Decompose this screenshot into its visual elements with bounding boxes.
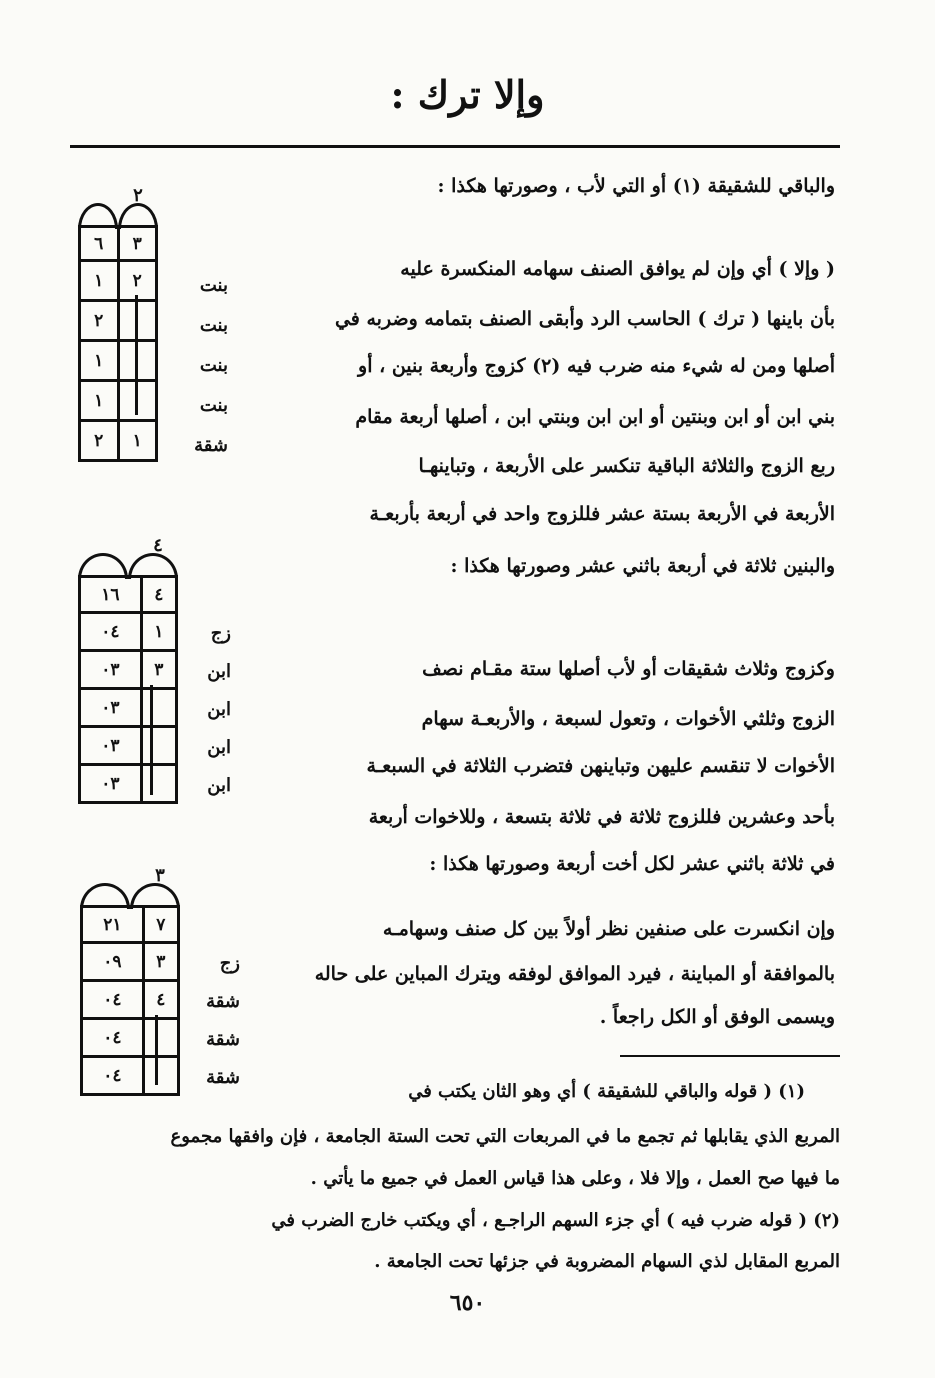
- table-cell: ٣: [143, 943, 178, 981]
- footnote-line: (٢) ( قوله ضرب فيه ) أي جزء السهم الراجـع ، أي ويكتب خارج الضرب في: [271, 1210, 840, 1231]
- heir-label: بنت: [199, 275, 228, 296]
- table-cell: ١: [80, 381, 119, 421]
- heir-labels: [186, 575, 231, 815]
- table-cell: ٠٣: [80, 689, 142, 727]
- table-cell: ٠٤: [80, 613, 142, 651]
- heir-label: ابن: [207, 737, 231, 758]
- inheritance-table: [80, 865, 250, 1105]
- body-line: وكزوج وثلاث شقيقات أو لأب أصلها ستة مقـام نصف: [422, 658, 835, 680]
- table-cell: ٧: [143, 907, 178, 943]
- bracket-line: [150, 685, 153, 795]
- table-cell: ١: [141, 613, 176, 651]
- heir-label: ابن: [207, 775, 231, 796]
- heir-label: بنت: [199, 395, 228, 416]
- table-cell: ٠٤: [82, 1057, 144, 1095]
- heir-label: ابن: [207, 699, 231, 720]
- heir-label: شقة: [206, 1067, 240, 1088]
- footnote-rule: [620, 1055, 840, 1057]
- body-line: الأربعة في الأربعة بستة عشر فللزوج واحد في أربعة بأربعـة: [369, 503, 835, 525]
- header-rule: [70, 145, 840, 148]
- table-cell: ١: [80, 261, 119, 301]
- table-cell: [141, 689, 176, 727]
- table-cell: ٠٤: [82, 981, 144, 1019]
- table-cell: [141, 727, 176, 765]
- bracket-line: [155, 1015, 158, 1085]
- table-cell: ١٦: [80, 577, 142, 613]
- table-cell: ١: [80, 341, 119, 381]
- table-cell: ٤: [143, 981, 178, 1019]
- table-head-number: ٣: [155, 865, 165, 886]
- body-line: بأحد وعشرين فللزوج ثلاثة في ثلاثة بتسعة ، وللاخوات أربعة: [368, 806, 835, 828]
- table-grid: [78, 225, 158, 462]
- page-number: ٦٥٠: [449, 1290, 486, 1316]
- table-cell: [143, 1057, 178, 1095]
- table-cell: ٢: [118, 261, 157, 301]
- footnote-line: المربع المقابل لذي السهام المضروبة في جزئها تحت الجامعة .: [374, 1251, 840, 1272]
- table-grid: [80, 905, 180, 1096]
- heir-label: شقة: [194, 435, 228, 456]
- inheritance-table: [78, 185, 238, 485]
- page-title: وإلا ترك :: [390, 72, 545, 117]
- body-line: ويسمى الوفق أو الكل راجعاً .: [599, 1006, 835, 1028]
- table-cell: ٠٩: [82, 943, 144, 981]
- heir-label: زج: [219, 953, 240, 974]
- table-cell: ٤: [141, 577, 176, 613]
- table-cell: ١: [118, 421, 157, 461]
- heir-label: شقة: [206, 1029, 240, 1050]
- table-cell: ٠٣: [80, 651, 142, 689]
- heir-label: زج: [210, 623, 231, 644]
- table-cell: ٠٣: [80, 765, 142, 803]
- inheritance-table: [78, 535, 238, 835]
- table-cell: [143, 1019, 178, 1057]
- table-head-number: ٢: [133, 185, 143, 206]
- table-cell: ٢١: [82, 907, 144, 943]
- body-line: في ثلاثة باثني عشر لكل أخت أربعة وصورتها هكذا :: [429, 853, 835, 875]
- body-line: وإن انكسرت على صنفين نظر أولاً بين كل صنف وسهامـه: [382, 918, 835, 940]
- body-line: والباقي للشقيقة (١) أو التي لأب ، وصورتها هكذا :: [437, 175, 835, 197]
- body-line: أصلها ومن له شيء منه ضرب فيه (٢) كزوج وأربعة بنين ، أو: [358, 355, 835, 377]
- table-cell: ٦: [80, 227, 119, 261]
- table-cell: ٣: [118, 227, 157, 261]
- heir-labels: [190, 905, 240, 1105]
- table-cell: ٢: [80, 301, 119, 341]
- heir-labels: [168, 225, 228, 465]
- body-line: الزوج وثلثي الأخوات ، وتعول لسبعة ، والأربعـة سهام: [421, 708, 835, 730]
- body-line: ( وإلا ) أي وإن لم يوافق الصنف سهامه المنكسرة عليه: [400, 258, 835, 280]
- footnote-line: (١) ( قوله والباقي للشقيقة ) أي وهو الثان يكتب في: [408, 1081, 805, 1102]
- body-line: ربع الزوج والثلاثة الباقية تنكسر على الأربعة ، وتباينهـا: [418, 455, 835, 477]
- heir-label: شقة: [206, 991, 240, 1012]
- body-line: الأخوات لا تنقسم عليهن وتباينهن فتضرب الثلاثة في السبعـة: [366, 755, 835, 777]
- heir-label: بنت: [199, 355, 228, 376]
- body-line: بالموافقة أو المباينة ، فيرد الموافق لوفقه ويترك المباين على حاله: [314, 963, 835, 985]
- body-line: بني ابن أو ابن وبنتين أو ابن ابن وبنتي ابن ، أصلها أربعة مقام: [355, 406, 835, 428]
- bracket-line: [135, 295, 138, 415]
- table-head-number: ٤: [153, 535, 163, 556]
- table-cell: ٠٤: [82, 1019, 144, 1057]
- table-grid: [78, 575, 178, 804]
- heir-label: ابن: [207, 661, 231, 682]
- body-line: بأن باينها ( ترك ) الحاسب الرد وأبقى الصنف بتمامه وضربه في: [334, 308, 835, 330]
- footnote-line: ما فيها صح العمل ، وإلا فلا ، وعلى هذا قياس العمل في جميع ما يأتي .: [310, 1168, 840, 1189]
- heir-label: بنت: [199, 315, 228, 336]
- table-cell: ٠٣: [80, 727, 142, 765]
- table-cell: [141, 765, 176, 803]
- table-cell: ٣: [141, 651, 176, 689]
- body-line: والبنين ثلاثة في أربعة باثني عشر وصورتها هكذا :: [450, 555, 835, 577]
- footnote-line: المربع الذي يقابلها ثم تجمع ما في المربعات التي تحت الستة الجامعة ، فإن وافقها مجموع: [170, 1126, 840, 1147]
- table-cell: ٢: [80, 421, 119, 461]
